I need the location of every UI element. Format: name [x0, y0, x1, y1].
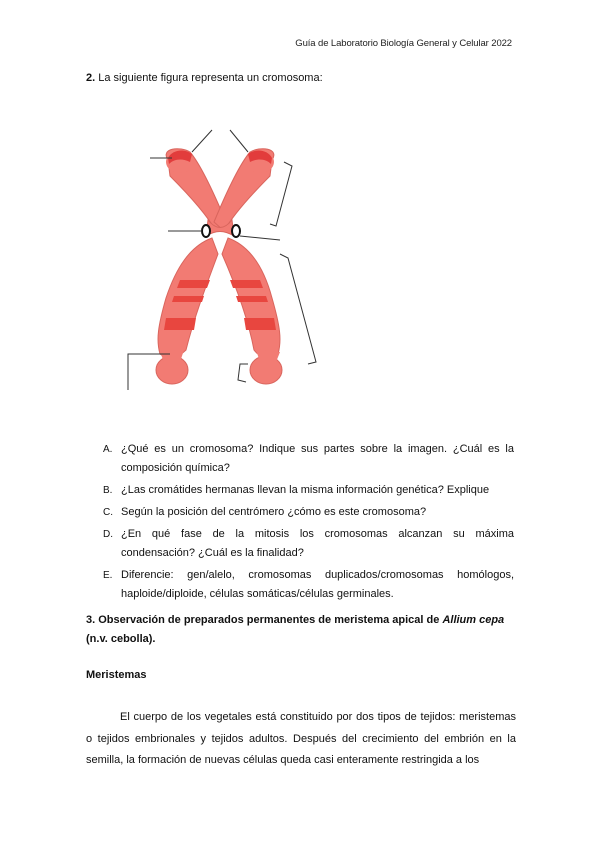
question-2	[86, 72, 323, 84]
question-letter: A.	[103, 444, 113, 455]
question-text: ¿En qué fase de la mitosis los cromosomas alcanzan su máxima condensación? ¿Cuál es la finalidad?	[121, 528, 514, 559]
question-text: ¿Las cromátides hermanas llevan la misma información genética? Explique	[121, 484, 490, 496]
body-paragraph: El cuerpo de los vegetales está constituido por dos tipos de tejidos: meristemas o tejidos embrionales y tejidos adultos. Después del crecimiento del embrión en la semilla, la formación de nuevas células queda casi enteramente restringida a los	[86, 711, 516, 766]
pointer-upper-left	[192, 130, 212, 152]
question-item-d	[86, 525, 514, 563]
chromosome-figure	[120, 118, 330, 403]
pointer-upper-right	[230, 130, 248, 152]
question-item-a	[86, 440, 514, 478]
question-text: Según la posición del centrómero ¿cómo es este cromosoma?	[121, 506, 427, 518]
question-2-number: 2.	[86, 72, 96, 84]
kinetochore-right	[232, 225, 240, 237]
kinetochore-left	[202, 225, 210, 237]
question-letter: E.	[103, 570, 113, 581]
bracket-short-arm	[270, 162, 292, 226]
question-letter: C.	[103, 507, 113, 518]
bracket-lower-right	[238, 364, 248, 382]
question-item-e	[86, 566, 514, 604]
chromosome-body	[156, 149, 282, 384]
question-item-b	[86, 481, 514, 500]
section-3-suffix: (n.v. cebolla).	[86, 633, 156, 645]
subheading-meristemas: Meristemas	[86, 669, 147, 681]
question-list	[86, 440, 514, 607]
section-3-species: Allium cepa	[442, 614, 505, 626]
band-left-2	[172, 296, 204, 302]
lower-left-neck	[160, 350, 184, 362]
lower-right-neck	[256, 350, 280, 362]
question-letter: B.	[103, 485, 113, 496]
page-header: Guía de Laboratorio Biología General y Celular 2022	[295, 38, 512, 49]
question-letter: D.	[103, 529, 113, 540]
question-item-c	[86, 503, 514, 522]
question-text: ¿Qué es un cromosoma? Indique sus partes sobre la imagen. ¿Cuál es la composición química?	[121, 443, 514, 474]
band-right-2	[236, 296, 268, 302]
band-right-3	[244, 318, 276, 330]
bracket-long-arm	[280, 254, 316, 364]
pointer-centromere	[240, 236, 280, 240]
section-3-heading	[86, 611, 516, 649]
section-3-prefix: 3. Observación de preparados permanentes de meristema apical de	[86, 614, 443, 626]
band-left-3	[164, 318, 196, 330]
question-text: Diferencie: gen/alelo, cromosomas duplicados/cromosomas homólogos, haploide/diploide, células somáticas/células germinales.	[121, 569, 514, 600]
question-2-text: La siguiente figura representa un cromosoma:	[95, 72, 323, 84]
band-right-1	[230, 280, 263, 288]
label-lines	[128, 130, 316, 390]
band-left-1	[177, 280, 210, 288]
